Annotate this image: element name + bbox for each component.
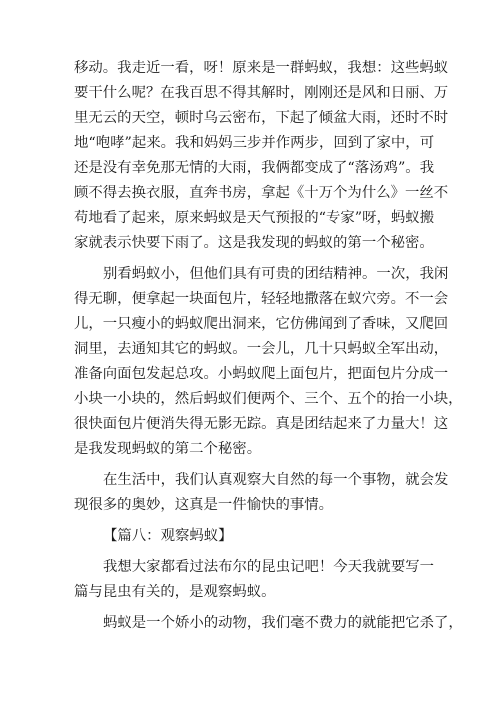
text-line: 蚂蚁是一个娇小的动物，我们毫不费力的就能把它杀了， bbox=[103, 615, 463, 631]
text-line: 我想大家都看过法布尔的昆虫记吧！今天我就要写一 bbox=[103, 559, 434, 575]
text-line: 是我发现蚂蚁的第二个秘密。 bbox=[74, 441, 262, 457]
paragraph-4 bbox=[74, 555, 434, 605]
text-line: 顾不得去换衣服，直奔书房，拿起《十万个为什么》一丝不 bbox=[74, 185, 449, 201]
paragraph-2 bbox=[74, 262, 463, 462]
text-line: 儿，一只瘦小的蚂蚁爬出洞来，它仿佛闻到了香味，又爬回 bbox=[74, 316, 449, 332]
paragraph-1 bbox=[74, 56, 449, 256]
text-line: 小块一小块的，然后蚂蚁们便两个、三个、五个的抬一小块， bbox=[74, 391, 463, 407]
text-line: 还是没有幸免那无情的大雨，我俩都变成了“落汤鸡”。我 bbox=[74, 160, 435, 176]
text-line: 篇与昆虫有关的，是观察蚂蚁。 bbox=[74, 584, 276, 600]
section-heading bbox=[74, 524, 434, 549]
text-line: 要干什么呢？在我百思不得其解时，刚刚还是风和日丽、万 bbox=[74, 85, 449, 101]
text-line: 洞里，去通知其它的蚂蚁。一会儿，几十只蚂蚁全军出动， bbox=[74, 341, 449, 357]
section-title: 【篇八：观察蚂蚁】 bbox=[103, 528, 233, 544]
text-line: 得无聊，便拿起一块面包片，轻轻地撒落在蚁穴旁。不一会 bbox=[74, 291, 449, 307]
text-line: 里无云的天空，顿时乌云密布，下起了倾盆大雨，还时不时 bbox=[74, 110, 449, 126]
text-line: 家就表示快要下雨了。这是我发现的蚂蚁的第一个秘密。 bbox=[74, 235, 434, 251]
text-line: 现很多的奥妙，这真是一件愉快的事情。 bbox=[74, 497, 334, 513]
text-line: 移动。我走近一看，呀！原来是一群蚂蚁，我想：这些蚂蚁 bbox=[74, 60, 449, 76]
paragraph-3 bbox=[74, 468, 449, 518]
text-line: 苟地看了起来，原来蚂蚁是天气预报的“专家”呀，蚂蚁搬 bbox=[74, 210, 435, 226]
document-body bbox=[74, 56, 463, 636]
text-line: 很快面包片便消失得无影无踪。真是团结起来了力量大！这 bbox=[74, 416, 449, 432]
text-line: 在生活中，我们认真观察大自然的每一个事物，就会发 bbox=[103, 472, 449, 488]
text-line: 别看蚂蚁小，但他们具有可贵的团结精神。一次，我闲 bbox=[103, 266, 449, 282]
text-line: 地“咆哮”起来。我和妈妈三步并作两步，回到了家中，可 bbox=[74, 135, 435, 151]
text-line: 准备向面包发起总攻。小蚂蚁爬上面包片，把面包片分成一 bbox=[74, 366, 449, 382]
paragraph-5 bbox=[74, 611, 463, 636]
